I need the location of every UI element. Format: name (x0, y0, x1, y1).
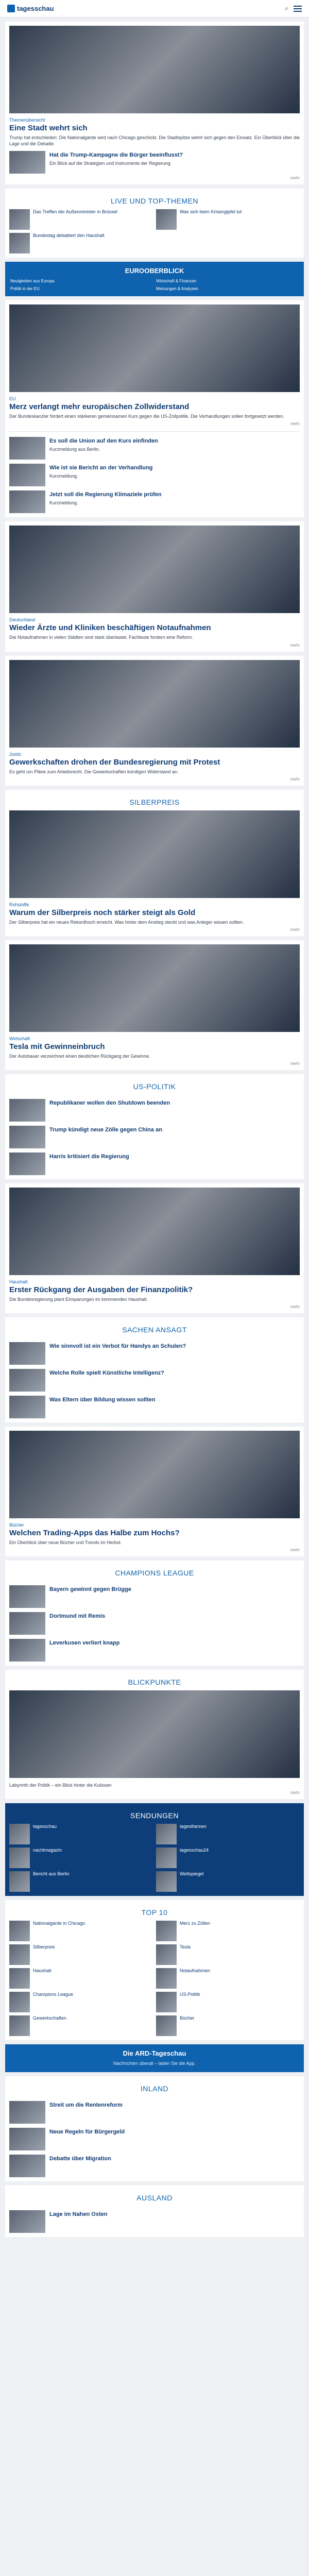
teaser: Der Bundeskanzler fordert einen stärkeren gemeinsamen Kurs gegen die US-Zollpolitik. Die Verhandlungen sollen fortgesetzt werden. (9, 414, 284, 419)
more-link[interactable]: mehr (290, 1061, 300, 1066)
more-link[interactable]: mehr (290, 642, 300, 648)
sendungen (5, 1803, 304, 1896)
section-title: SILBERPREIS (129, 798, 180, 806)
list-item[interactable]: Silberpreis (9, 1944, 153, 1965)
headline[interactable]: Debatte über Migration (49, 2155, 111, 2162)
app-box: Die ARD-Tageschau Nachrichten überall – laden Sie die App. (5, 2044, 304, 2072)
box-title: EUROOBERBLICK (125, 267, 184, 275)
reading-story: Bücher Welchen Trading-Apps das Halbe zum Hochs? Ein Überblick über neue Bücher und Trends im Herbst. mehr (5, 1427, 304, 1556)
headline[interactable]: Merz verlangt mehr europäischen Zollwiderstand (9, 402, 190, 412)
headline[interactable]: Jetzt soll die Regierung Klimaziele prüfen (49, 492, 162, 498)
box-item[interactable]: Politik in der EU (10, 286, 40, 292)
kicker: EU (9, 396, 16, 402)
section-title: SACHEN ANSAGT (122, 1326, 187, 1334)
blickpunkte: BLICKPUNKTE Labyrinth der Politik – ein Blick hinter die Kulissen mehr (5, 1670, 304, 1799)
ausland (5, 2185, 304, 2237)
headline[interactable]: Republikaner wollen den Shutdown beenden (49, 1099, 170, 1106)
list-item[interactable]: Bericht aus Berlin (9, 1871, 153, 1892)
list-item[interactable]: Merz zu Zöllen (156, 1921, 300, 1941)
headline[interactable]: Tesla mit Gewinneinbruch (9, 1042, 105, 1051)
section-title: INLAND (140, 2084, 169, 2093)
hero-image[interactable] (9, 660, 300, 748)
section-title: TOP 10 (141, 1908, 168, 1917)
finance-story: Haushalt Erster Rückgang der Ausgaben der Finanzpolitik? Die Bundesregierung plant Einsparungen im kommenden Haushalt. mehr (5, 1183, 304, 1313)
headline[interactable]: Lage im Nahen Osten (49, 2211, 108, 2217)
tesla-section: Wirtschaft Tesla mit Gewinneinbruch Der Autobauer verzeichnet einen deutlichen Rückgang der Gewinne. mehr (5, 940, 304, 1070)
headline[interactable]: Streit um die Rentenreform (49, 2102, 123, 2108)
section-title: CHAMPIONS LEAGUE (115, 1569, 194, 1578)
menu-icon[interactable] (294, 6, 302, 12)
hero-image[interactable] (9, 26, 300, 113)
box-item[interactable]: Neuigkeiten aus Europa (10, 279, 55, 284)
headline[interactable]: Was Eltern über Bildung wissen sollten (49, 1397, 156, 1403)
story-merz: EU Merz verlangt mehr europäischen Zollwiderstand Der Bundeskanzler fordert einen stärkeren gemeinsamen Kurs gegen die US-Zollpolitik. Die Verhandlungen sollen fortgesetzt werden. mehr Es soll die Union auf den Kurs einfinden Kurzmeldung aus Berlin. Wie ist sie Bericht an der Verhandlung Kurzmeldung. Jetzt soll die Regierung Klimaziele prüfen Kurzmeldung. (5, 300, 304, 517)
headline[interactable]: Eine Stadt wehrt sich (9, 124, 88, 132)
more-link[interactable]: mehr (290, 1548, 300, 1553)
hero-image[interactable] (9, 944, 300, 1032)
headline[interactable]: Harris kritisiert die Regierung (49, 1153, 129, 1160)
list-item[interactable]: nachtmagazin (9, 1848, 153, 1868)
live-section (5, 189, 304, 258)
logo-icon (7, 5, 15, 12)
top-10 (5, 1900, 304, 2040)
teaser: Ein Blick auf die Strategien und Instrumente der Regierung. (49, 161, 172, 166)
headline[interactable]: Es soll die Union auf den Kurs einfinden (49, 438, 158, 445)
story-gewerkschaft: Justiz Gewerkschaften drohen der Bundesregierung mit Protest Es geht um Pläne zum Arbeitsrecht. Die Gewerkschaften kündigen Widerstand an. mehr (5, 656, 304, 786)
logo[interactable]: tagesschau (7, 5, 54, 12)
box-item[interactable]: Wirtschaft & Finanzen (156, 279, 197, 284)
more-link[interactable]: mehr (290, 176, 300, 181)
headline[interactable]: Hat die Trump-Kampagne die Bürger beeinflusst? (49, 152, 183, 159)
inland (5, 2076, 304, 2181)
teaser: Trump hat entschieden: Die Nationalgarde wird nach Chicago geschickt. Die Stadtspitze wehrt sich gegen den Einsatz. Ein Überblick über die Lage und die Debatte. (9, 135, 300, 147)
hero-image[interactable] (9, 304, 300, 392)
list-item[interactable]: US-Politik (156, 1992, 300, 2012)
list-item[interactable]: tagesschau24 (156, 1848, 300, 1868)
search-icon[interactable]: ⌕ (285, 5, 288, 12)
hero-image[interactable] (9, 810, 300, 898)
euro-box (5, 262, 304, 296)
silver-section: SILBERPREIS Rohstoffe Warum der Silberpreis noch stärker steigt als Gold Der Silberpreis hat ein neues Rekordhoch erreicht. Was hinter dem Anstieg steckt und was Anleger wissen sollten. mehr (5, 790, 304, 936)
headline[interactable]: Neue Regeln für Bürgergeld (49, 2128, 125, 2135)
list-item[interactable]: Was sich beim Krisengipfel tut (156, 209, 300, 230)
headline[interactable]: Trump kündigt neue Zölle gegen China an (49, 1126, 162, 1133)
kicker: Themenübersicht (9, 117, 45, 123)
list-item[interactable]: Notaufnahmen (156, 1968, 300, 1989)
headline[interactable]: Wieder Ärzte und Kliniken beschäftigen Notaufnahmen (9, 623, 211, 633)
headline[interactable]: Gewerkschaften drohen der Bundesregierung mit Protest (9, 757, 220, 767)
us-politics (5, 1074, 304, 1179)
section-title: LIVE UND TOP-THEMEN (110, 197, 198, 206)
headline[interactable]: Wie sinnvoll ist ein Verbot für Handys an Schulen? (49, 1343, 186, 1350)
list-item[interactable]: tagesthemen (156, 1824, 300, 1844)
section-title: US-POLITIK (133, 1082, 176, 1091)
list-item[interactable]: Bücher (156, 2015, 300, 2036)
list-item[interactable]: Haushalt (9, 1968, 153, 1989)
section-title: SENDUNGEN (130, 1811, 179, 1820)
more-link[interactable]: mehr (290, 421, 300, 427)
more-link[interactable]: mehr (290, 927, 300, 932)
more-link[interactable]: mehr (290, 1304, 300, 1310)
list-item[interactable]: Champions League (9, 1992, 153, 2012)
list-item[interactable]: Gewerkschaften (9, 2015, 153, 2036)
headline[interactable]: Wie ist sie Bericht an der Verhandlung (49, 465, 153, 471)
headline[interactable]: Dortmund mit Remis (49, 1613, 106, 1620)
story-notaufnahme: Deutschland Wieder Ärzte und Kliniken beschäftigen Notaufnahmen Die Notaufnahmen in vielen Städten sind stark überlastet. Fachleute fordern eine Reform. mehr (5, 521, 304, 651)
list-item[interactable]: Weltspiegel (156, 1871, 300, 1892)
section-title: BLICKPUNKTE (128, 1678, 181, 1687)
section-title: AUSLAND (136, 2193, 173, 2202)
list-item[interactable]: Das Treffen der Außenminister in Brüssel (9, 209, 153, 230)
list-item[interactable]: tagesschau (9, 1824, 153, 1844)
more-link[interactable]: mehr (290, 1790, 300, 1795)
hero-image[interactable] (9, 1690, 300, 1778)
headline[interactable]: Welche Rolle spielt Künstliche Intelligenz? (49, 1370, 164, 1377)
hero-image[interactable] (9, 1188, 300, 1275)
headline[interactable]: Welchen Trading-Apps das Halbe zum Hochs? (9, 1529, 180, 1538)
hero-image[interactable] (9, 526, 300, 613)
list-item[interactable]: Bundestag debattiert den Haushalt (9, 233, 153, 253)
headline[interactable]: Bayern gewinnt gegen Brügge (49, 1586, 131, 1593)
headline[interactable]: Warum der Silberpreis noch stärker steigt als Gold (9, 908, 196, 917)
champions-league (5, 1561, 304, 1666)
hero-image[interactable] (9, 1431, 300, 1518)
thumbnail[interactable] (9, 151, 45, 174)
headline[interactable]: Leverkusen verliert knapp (49, 1640, 120, 1647)
headline[interactable]: Erster Rückgang der Ausgaben der Finanzpolitik? (9, 1285, 193, 1294)
site-header (0, 0, 309, 18)
list-item[interactable]: Nationalgarde in Chicago (9, 1921, 153, 1941)
list-item[interactable]: Tesla (156, 1944, 300, 1965)
top-story (5, 22, 304, 184)
box-item[interactable]: Meinungen & Analysen (156, 286, 198, 292)
sachen-section (5, 1317, 304, 1422)
more-link[interactable]: mehr (290, 776, 300, 782)
